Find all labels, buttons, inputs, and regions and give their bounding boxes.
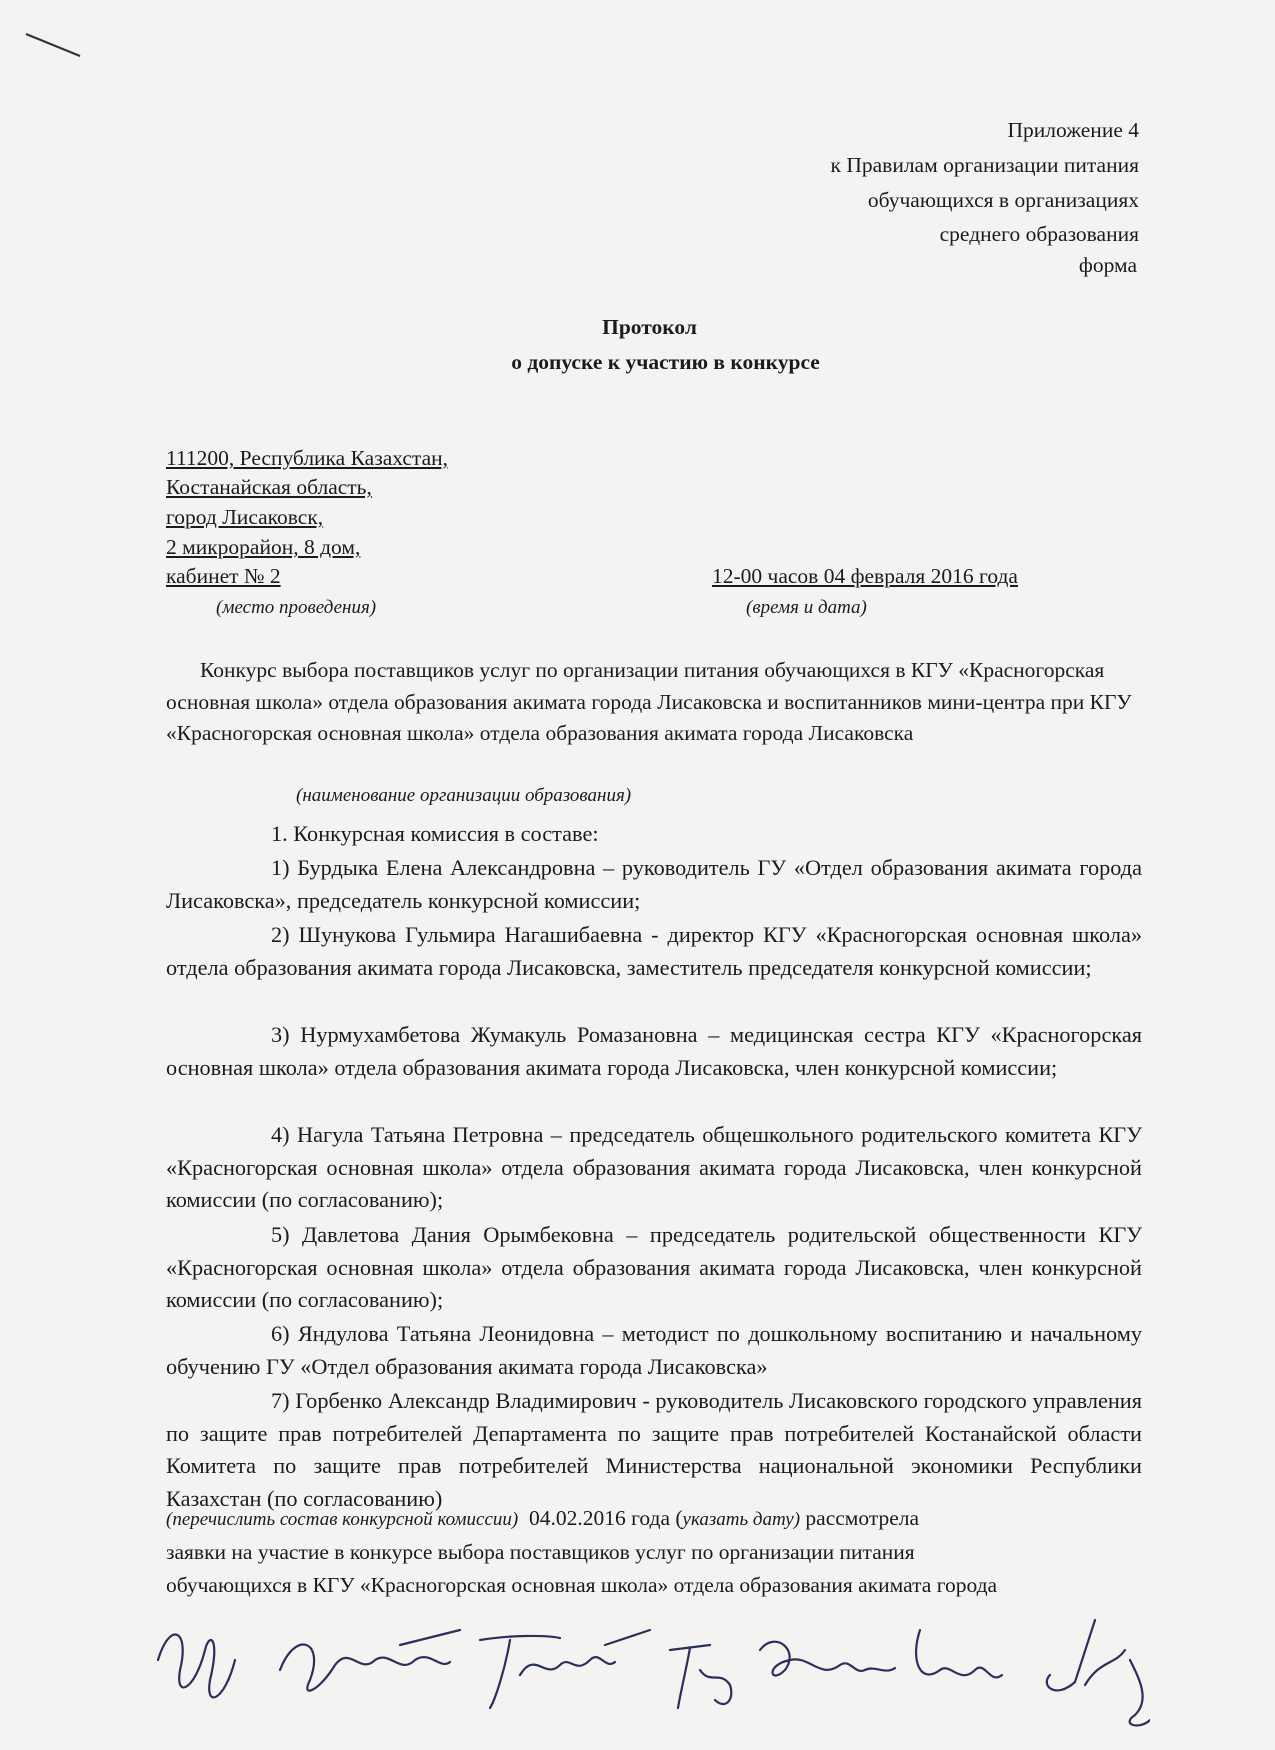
signature [916,1630,1002,1677]
date-hint: указать дату) [682,1509,801,1530]
contest-description: Конкурс выбора поставщиков услуг по организации питания обучающихся в КГУ «Красногорская основная школа» отдела образования акимата города Лисаковска и воспитанников мини-центра при КГУ «Красногорская основная школа» отдела образования акимата города Лисаковска [166,658,1132,745]
review-line-2: заявки на участие в конкурсе выбора поставщиков услуг по организации питания [166,1540,915,1564]
venue-line: 2 микрорайон, 8 дом, [166,535,361,559]
venue-line: кабинет № 2 [166,564,281,588]
commission-heading: 1. Конкурсная комиссия в составе: [271,821,599,846]
time-hint: (время и дата) [746,597,867,618]
commission-member: 2) Шунукова Гульмира Нагашибаевна - директор КГУ «Красногорская основная школа» отдела образования акимата города Лисаковска, заместитель председателя конкурсной комиссии; [166,922,1142,980]
document-subtitle: о допуске к участию в конкурсе [511,350,820,374]
signature [1130,1660,1150,1725]
commission-member: 3) Нурмухамбетова Жумакуль Ромазановна – медицинская сестра КГУ «Красногорская основная школа» отдела образования акимата города Лисаковска, член конкурсной комиссии; [166,1022,1142,1080]
rules-line: к Правилам организации питания [830,153,1139,177]
members-hint: (перечислить состав конкурсной комиссии) [166,1509,519,1530]
signatures-row [150,1590,1150,1740]
review-line-3: обучающихся в КГУ «Красногорская основная школа» отдела образования акимата города [166,1573,998,1597]
commission-member: 1) Бурдыка Елена Александровна – руководитель ГУ «Отдел образования акимата города Лисаковска», председатель конкурсной комиссии; [166,855,1142,913]
place-hint: (место проведения) [216,597,377,618]
commission-member: 4) Нагула Татьяна Петровна – председатель общешкольного родительского комитета КГУ «Красногорская основная школа» отдела образования акимата города Лисаковска, член конкурсной комиссии (по согласованию); [166,1122,1142,1212]
pen-stroke-mark [24,30,84,60]
venue-line: 111200, Республика Казахстан, [166,446,448,470]
venue-line: город Лисаковск, [166,505,324,529]
appendix-label: Приложение 4 [1007,118,1139,142]
commission-member: 7) Горбенко Александр Владимирович - руководитель Лисаковского городского управления по защите прав потребителей Департамента по защите прав потребителей Костанайской области Комитета по защите прав потребителей Министерства национальной экономики Республики Казахстан (по согласованию) [166,1388,1142,1511]
review-verb: рассмотрела [805,1506,920,1530]
rules-line: обучающихся в организациях [867,188,1139,212]
signature [670,1645,731,1708]
signature [760,1642,895,1676]
rules-line: среднего образования [939,222,1139,246]
signature [1047,1620,1125,1690]
document-title: Протокол [602,315,697,339]
form-label: форма [1078,253,1137,277]
signature [480,1630,650,1708]
review-date: 04.02.2016 года ( [528,1506,683,1530]
organization-hint: (наименование организации образования) [296,785,632,806]
commission-member: 6) Яндулова Татьяна Леонидовна – методист по дошкольному воспитанию и начальному обучению ГУ «Отдел образования акимата города Лисаковска» [166,1321,1142,1379]
venue-line: Костанайская область, [166,475,372,499]
review-paragraph [166,1502,1146,1602]
commission-member: 5) Давлетова Дания Орымбековна – председатель родительской общественности КГУ «Красногорская основная школа» отдела образования акимата города Лисаковска, член конкурсной комиссии (по согласованию); [166,1222,1142,1312]
meeting-datetime: 12-00 часов 04 февраля 2016 года [712,564,1018,588]
handwritten-signatures [150,1590,1150,1740]
signature [280,1630,460,1691]
signature [158,1635,235,1698]
review-line-1 [166,1502,1146,1536]
